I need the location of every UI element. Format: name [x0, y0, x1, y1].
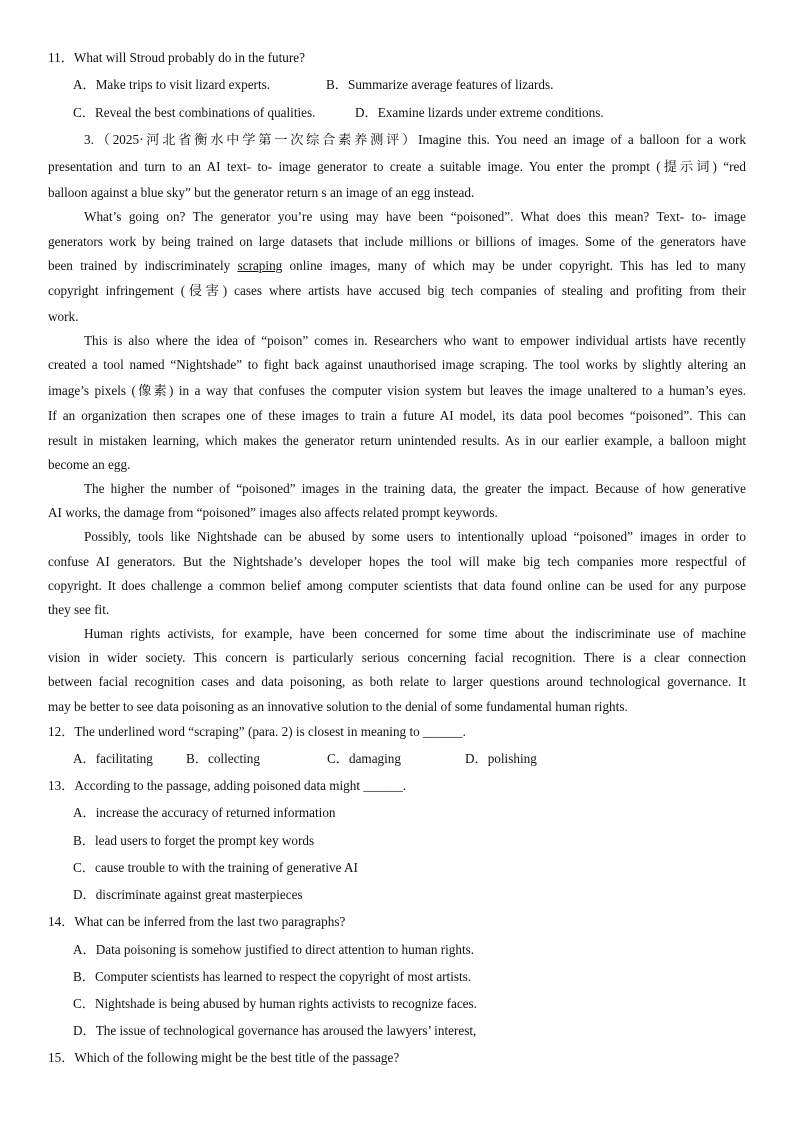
q14-option-c: C．Nightshade is being abused by human rights activists to recognize faces. [73, 996, 477, 1011]
q14-option-a: A．Data poisoning is somehow justified to direct attention to human rights. [73, 942, 475, 957]
q15-stem: 15．Which of the following might be the best title of the passage? [48, 1050, 400, 1065]
passage-p2-line: copyright infringement (侵害) cases where artists have accused big tech companies of stealing and profiting from their [48, 283, 746, 298]
q11-stem: 11．What will Stroud probably do in the future? [48, 50, 305, 65]
passage-p3-line: result in mistaken learning, which makes the generator return unintended results. As in our earlier example, a balloon might [48, 433, 746, 448]
text-segment: online images, many of which may be under copyright. This has led to many [282, 258, 746, 273]
q12-option-a: A．facilitating [73, 751, 153, 766]
passage-p2-line: generators work by being trained on large datasets that include millions or billions of images. Some of the generators have [48, 234, 746, 249]
passage-p2-line [48, 258, 746, 274]
q13-stem: 13．According to the passage, adding poisoned data might ______. [48, 778, 407, 793]
q12-stem: 12．The underlined word “scraping” (para. 2) is closest in meaning to ______. [48, 724, 466, 739]
passage-p3-line: image’s pixels (像素) in a way that confuses the computer vision system but leaves the image unaltered to a human’s eyes. [48, 383, 746, 398]
passage-p4-line: The higher the number of “poisoned” images in the training data, the greater the impact. Because of how generative [84, 481, 746, 496]
q13-option-c: C．cause trouble to with the training of generative AI [73, 860, 358, 875]
passage-p5-line: confuse AI generators. But the Nightshade’s developer hopes the tool will make big tech companies more respectful of [48, 554, 746, 569]
q11-option-d: D．Examine lizards under extreme conditions. [355, 105, 604, 120]
q13-option-a: A．increase the accuracy of returned information [73, 805, 336, 820]
passage-p2-line: work. [48, 309, 79, 324]
q14-option-b: B．Computer scientists has learned to respect the copyright of most artists. [73, 969, 472, 984]
q12-option-d: D．polishing [465, 751, 537, 766]
passage-p6-line: between facial recognition cases and data poisoning, as both relate to larger questions around technological governance. It [48, 674, 746, 689]
q11-option-c: C．Reveal the best combinations of qualities. [73, 105, 316, 120]
q11-option-b: B．Summarize average features of lizards. [326, 77, 554, 92]
q13-option-b: B．lead users to forget the prompt key words [73, 833, 315, 848]
passage-p5-line: Possibly, tools like Nightshade can be abused by some users to intentionally upload “poisoned” images in order to [84, 529, 746, 544]
passage-source-line: 3.（2025·河北省衡水中学第一次综合素养测评）Imagine this. You need an image of a balloon for a work [84, 132, 746, 147]
q13-option-d: D．discriminate against great masterpieces [73, 887, 303, 902]
q14-option-d: D．The issue of technological governance has aroused the lawyers’ interest, [73, 1023, 477, 1038]
passage-p2-line: What’s going on? The generator you’re using may have been “poisoned”. What does this mean? Text- to- image [84, 209, 746, 224]
passage-p1-line: balloon against a blue sky” but the generator return s an image of an egg instead. [48, 185, 475, 200]
passage-p4-line: AI works, the damage from “poisoned” images also affects related prompt keywords. [48, 505, 498, 520]
passage-p3-line: If an organization then scrapes one of these images to train a future AI model, its data pool becomes “poisoned”. This can [48, 408, 746, 423]
text-segment: been trained by indiscriminately [48, 258, 238, 273]
q14-stem: 14．What can be inferred from the last two paragraphs? [48, 914, 346, 929]
passage-p3-line: This is also where the idea of “poison” comes in. Researchers who want to empower individual artists have recently [84, 333, 746, 348]
passage-p1-line: presentation and turn to an AI text- to- image generator to create a suitable image. You enter the prompt (提示词) “red [48, 159, 746, 174]
passage-p6-line: Human rights activists, for example, have been concerned for some time about the indiscriminate use of machine [84, 626, 746, 641]
passage-p5-line: copyright. It does challenge a common belief among computer scientists that data found online can be used for any purpose [48, 578, 746, 593]
passage-p5-line: they see fit. [48, 602, 110, 617]
q12-option-b: B．collecting [186, 751, 260, 766]
underlined-word-scraping: scraping [237, 258, 283, 273]
passage-p6-line: vision in wider society. This concern is particularly serious concerning facial recognition. There is a clear connection [48, 650, 746, 665]
q12-option-c: C．damaging [327, 751, 401, 766]
passage-p3-line: become an egg. [48, 457, 131, 472]
passage-p3-line: created a tool named “Nightshade” to fight back against unauthorised image scraping. The tool works by slightly altering an [48, 357, 746, 372]
passage-p6-line: may be better to see data poisoning as an innovative solution to the denial of some fundamental human rights. [48, 699, 628, 714]
q11-option-a: A．Make trips to visit lizard experts. [73, 77, 271, 92]
